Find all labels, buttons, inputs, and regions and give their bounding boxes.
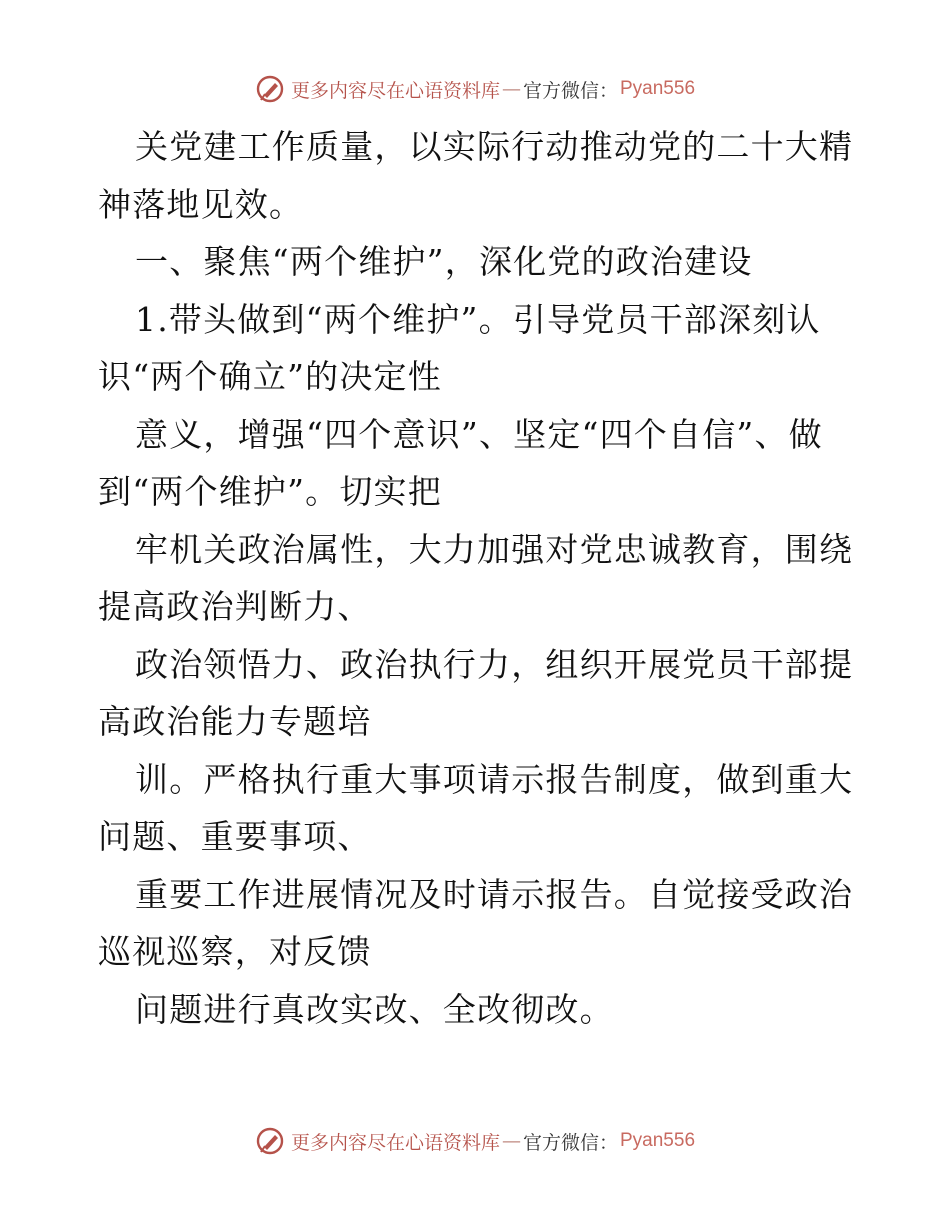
document-body — [98, 118, 858, 1038]
pen-logo-icon — [255, 1126, 285, 1156]
paragraph: 问题进行真改实改、全改彻改。 — [135, 989, 614, 1029]
paragraph: 意义，增强“四个意识”、坚定“四个自信”、做到“两个维护”。切实把 — [98, 414, 823, 511]
pen-logo-icon — [255, 74, 285, 104]
watermark-id-text: Pyan556 — [620, 78, 696, 99]
header-watermark — [0, 74, 950, 104]
paragraph: 1.带头做到“两个维护”。引导党员干部深刻认识“两个确立”的决定性 — [98, 299, 821, 396]
paragraph: 牢机关政治属性，大力加强对党忠诚教育，围绕提高政治判断力、 — [98, 529, 854, 626]
watermark-dash: — — [501, 78, 521, 100]
watermark-id-text: Pyan556 — [620, 1130, 696, 1151]
watermark-side-text: 官方微信： — [522, 1131, 618, 1154]
paragraph: 重要工作进展情况及时请示报告。自觉接受政治巡视巡察，对反馈 — [98, 874, 854, 971]
watermark-main-text: 更多内容尽在心语资料库 — [290, 79, 500, 102]
section-heading: 一、聚焦“两个维护”，深化党的政治建设 — [135, 242, 753, 281]
paragraph: 关党建工作质量，以实际行动推动党的二十大精神落地见效。 — [98, 127, 854, 224]
watermark-dash: — — [501, 1130, 521, 1152]
footer-watermark — [0, 1126, 950, 1156]
paragraph: 政治领悟力、政治执行力，组织开展党员干部提高政治能力专题培 — [98, 644, 854, 741]
watermark-side-text: 官方微信： — [522, 79, 618, 102]
paragraph: 训。严格执行重大事项请示报告制度，做到重大问题、重要事项、 — [98, 759, 854, 856]
watermark-main-text: 更多内容尽在心语资料库 — [290, 1131, 500, 1154]
